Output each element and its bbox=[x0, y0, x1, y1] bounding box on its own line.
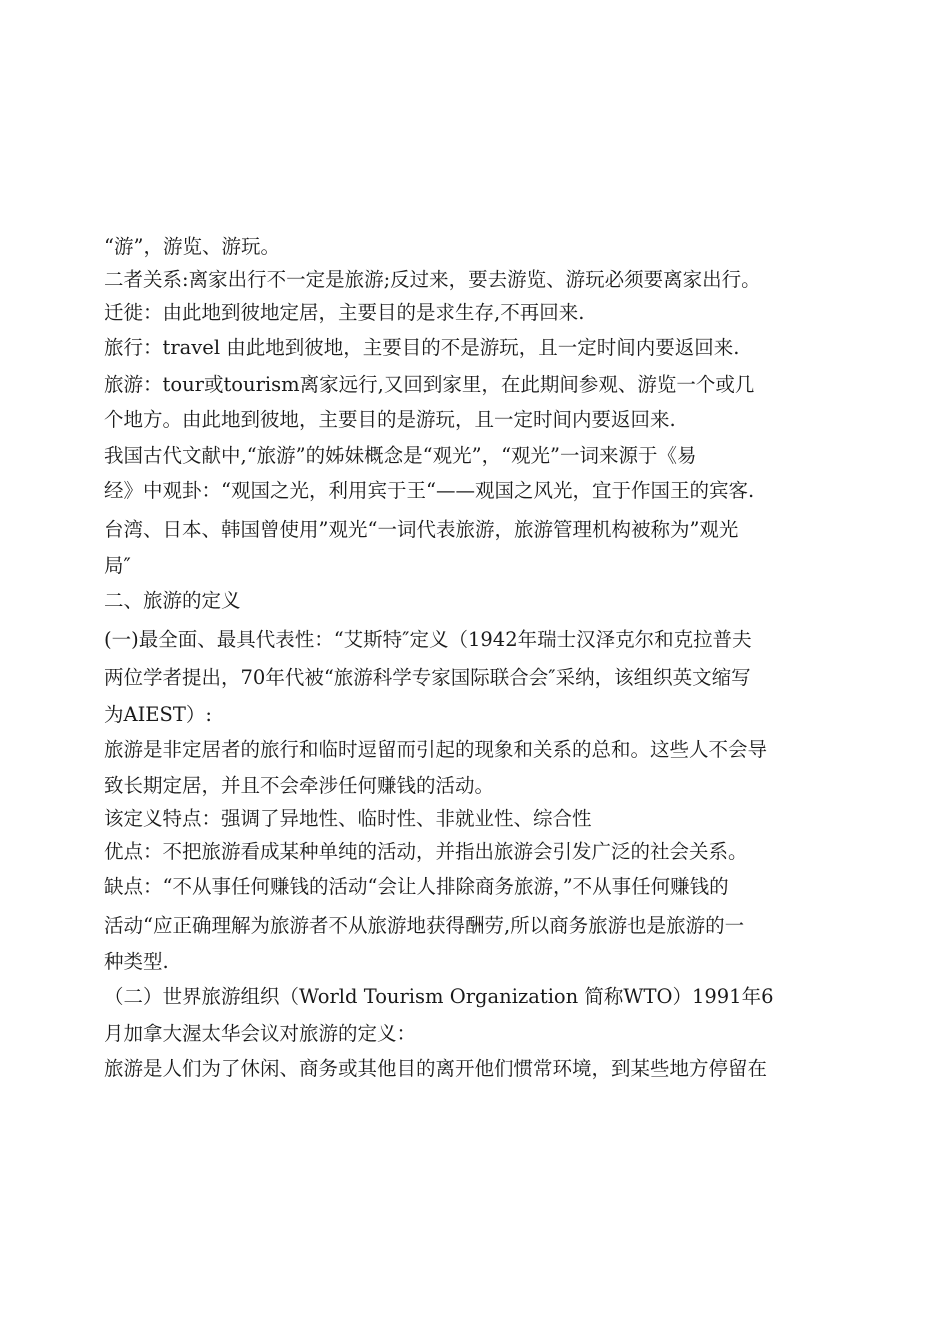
text-line: 旅游是人们为了休闲、商务或其他目的离开他们惯常环境，到某些地方停留在 bbox=[104, 1056, 768, 1080]
text-line: (一)最全面、最具代表性：“艾斯特″定义（1942年瑞士汉泽克尔和克拉普夫 bbox=[104, 627, 752, 651]
text-line: 月加拿大渥太华会议对旅游的定义： bbox=[104, 1021, 417, 1045]
text-line: 缺点：“不从事任何赚钱的活动“会让人排除商务旅游，”不从事任何赚钱的 bbox=[104, 875, 729, 898]
section-heading: 二、旅游的定义 bbox=[104, 589, 241, 612]
text-line: 为AIEST）: bbox=[104, 702, 212, 726]
text-line: 该定义特点：强调了异地性、临时性、非就业性、综合性 bbox=[104, 807, 592, 830]
text-line: 个地方。由此地到彼地，主要目的是游玩，且一定时间内要返回来. bbox=[104, 407, 676, 431]
text-line: 致长期定居，并且不会牵涉任何赚钱的活动。 bbox=[104, 774, 495, 797]
text-line: 我国古代文献中,“旅游”的姊妹概念是“观光”，“观光”一词来源于《易 bbox=[104, 444, 697, 467]
text-line: 旅游是非定居者的旅行和临时逗留而引起的现象和关系的总和。这些人不会导 bbox=[104, 737, 768, 761]
text-line: “游”，游览、游玩。 bbox=[104, 235, 280, 258]
text-line: 优点：不把旅游看成某种单纯的活动，并指出旅游会引发广泛的社会关系。 bbox=[104, 840, 748, 863]
text-line: 二者关系:离家出行不一定是旅游;反过来，要去游览、游玩必须要离家出行。 bbox=[104, 268, 761, 291]
text-line: 台湾、日本、韩国曾使用”观光“一词代表旅游，旅游管理机构被称为”观光 bbox=[104, 517, 739, 541]
text-line: 局″ bbox=[104, 554, 131, 577]
text-line: 迁徙：由此地到彼地定居，主要目的是求生存,不再回来. bbox=[104, 301, 585, 324]
text-line: 旅行：travel 由此地到彼地，主要目的不是游玩，且一定时间内要返回来. bbox=[104, 336, 740, 359]
text-line: 活动“应正确理解为旅游者不从旅游地获得酬劳,所以商务旅游也是旅游的一 bbox=[104, 913, 745, 937]
text-line: 旅游：tour或tourism离家远行,又回到家里，在此期间参观、游览一个或几 bbox=[104, 372, 755, 396]
text-line: 两位学者提出，70年代被“旅游科学专家国际联合会″采纳，该组织英文缩写 bbox=[104, 666, 751, 689]
document-body bbox=[104, 230, 849, 1088]
text-line: （二）世界旅游组织（World Tourism Organization 简称WTO）1991年6 bbox=[104, 985, 774, 1008]
text-line: 经》中观卦：“观国之光，利用宾于王“——观国之风光，宜于作国王的宾客. bbox=[104, 479, 755, 502]
text-line: 种类型. bbox=[104, 950, 169, 973]
